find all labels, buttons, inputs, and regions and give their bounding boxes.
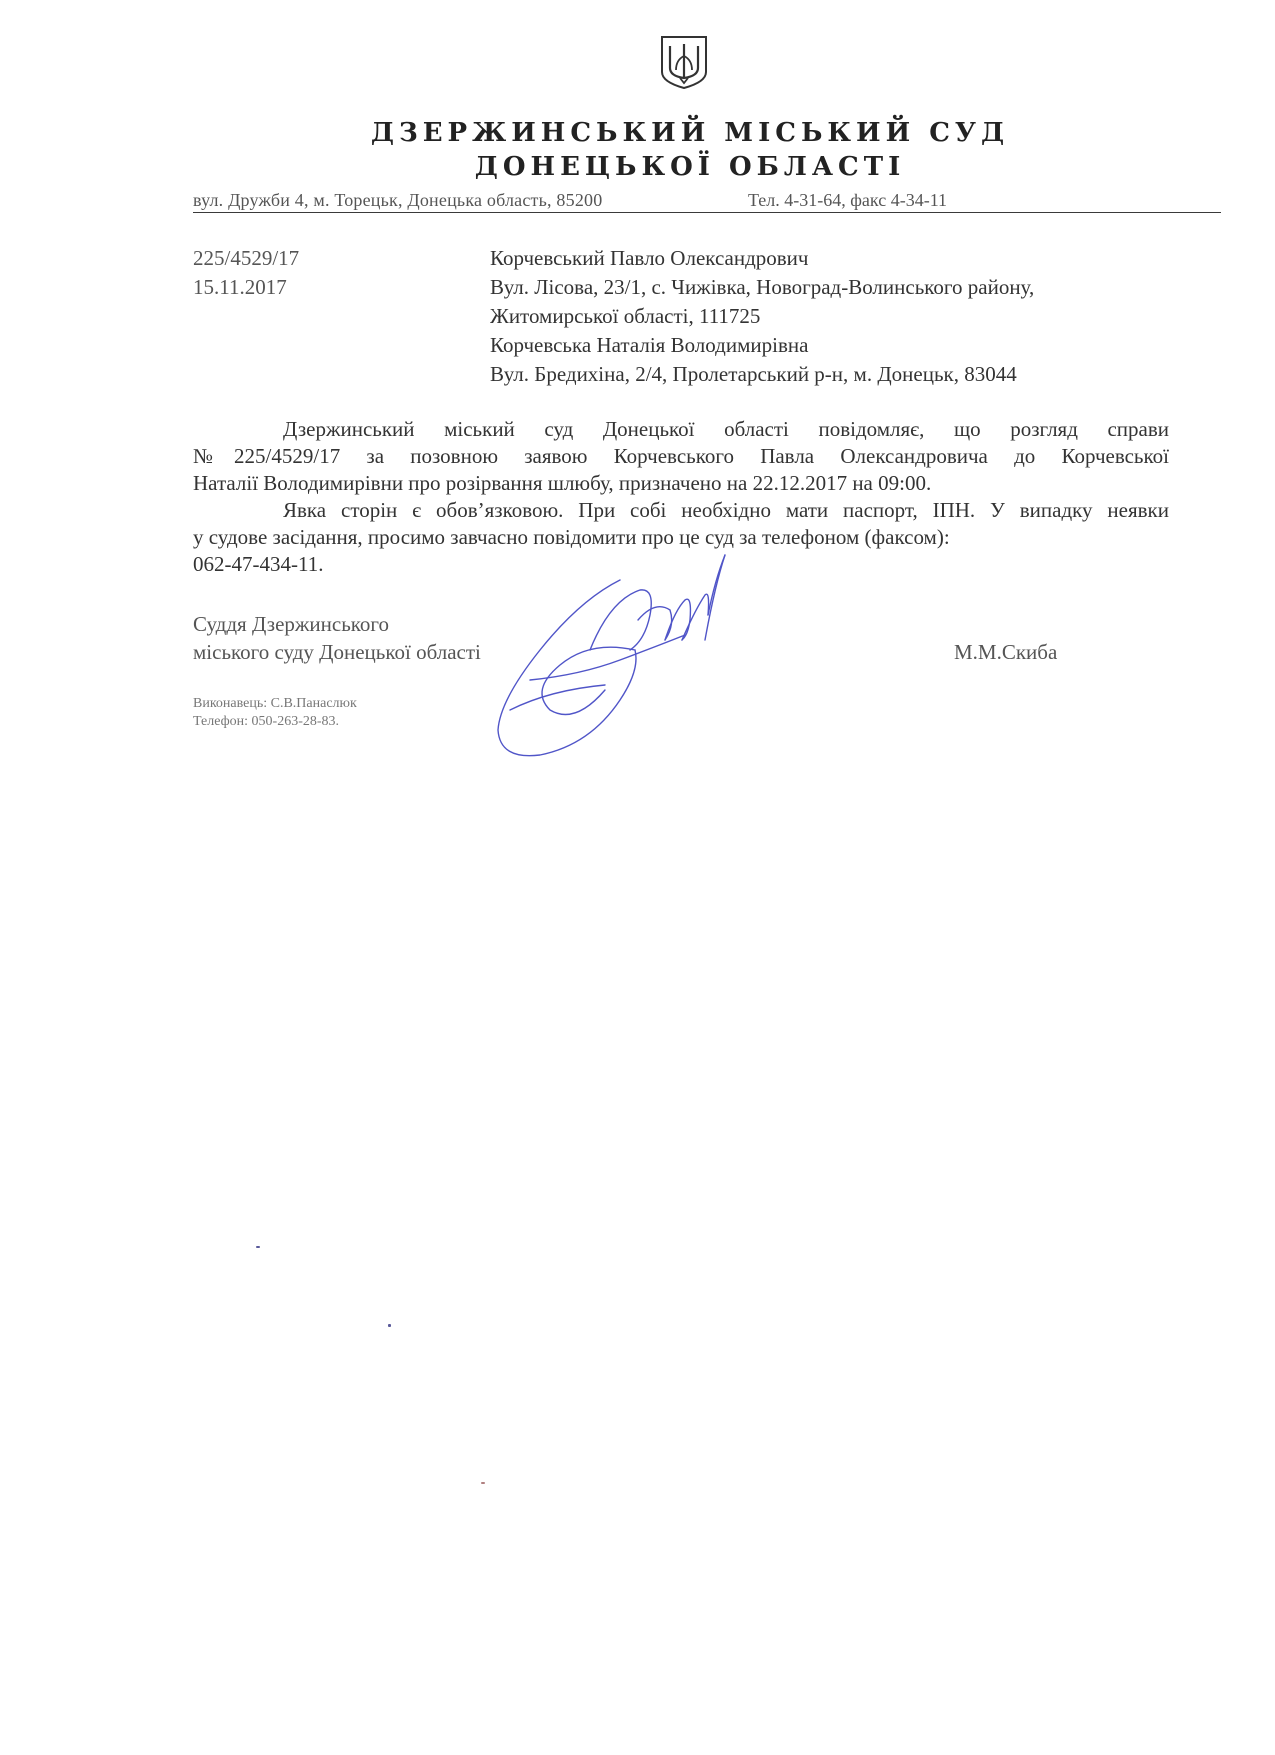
coat-of-arms-icon — [654, 34, 714, 90]
body-p2-line2: у судове засідання, просимо завчасно повідомити про це суд за телефоном (факсом): — [193, 525, 950, 549]
court-name-line2: ДОНЕЦЬКОЇ ОБЛАСТІ — [474, 152, 906, 182]
executor-phone: Телефон: 050-263-28-83. — [193, 714, 340, 729]
recipient-1-address: Вул. Лісова, 23/1, с. Чижівка, Новоград-Волинського району, — [490, 275, 1035, 299]
header-divider — [193, 212, 1221, 213]
case-number: 225/4529/17 — [193, 246, 300, 270]
body-p2-line1: Явка сторін є обов’язковою. При собі необхідно мати паспорт, ІПН. У випадку неявки — [283, 498, 1169, 522]
scan-speck — [256, 1246, 260, 1248]
body-p2-line3: 062-47-434-11. — [193, 552, 324, 576]
court-address: вул. Дружби 4, м. Торецьк, Донецька область, 85200 — [193, 190, 603, 210]
handwritten-signature — [470, 540, 770, 770]
court-name-line1: ДЗЕРЖИНСЬКИЙ МІСЬКИЙ СУД — [370, 118, 1010, 148]
executor: Виконавець: С.В.Панаслюк — [193, 696, 357, 711]
judge-title-line2: міського суду Донецької області — [193, 640, 481, 664]
letter-date: 15.11.2017 — [193, 275, 287, 299]
recipient-1-region: Житомирської області, 111725 — [490, 304, 761, 328]
scan-speck — [388, 1324, 391, 1327]
judge-name: М.М.Скиба — [954, 640, 1058, 664]
recipient-2-address: Вул. Бредихіна, 2/4, Пролетарський р-н, м. Донецьк, 83044 — [490, 362, 1017, 386]
body-p1-line1: Дзержинський міський суд Донецької області повідомляє, що розгляд справи — [283, 417, 1169, 441]
recipient-2-name: Корчевська Наталія Володимирівна — [490, 333, 809, 357]
court-phone-fax: Тел. 4-31-64, факс 4-34-11 — [748, 190, 948, 210]
scan-speck — [481, 1482, 485, 1484]
body-p1-line2: №225/4529/17 за позовною заявою Корчевського Павла Олександровича до Корчевської — [193, 444, 1169, 468]
recipient-1-name: Корчевський Павло Олександрович — [490, 246, 809, 270]
judge-title-line1: Суддя Дзержинського — [193, 612, 390, 636]
body-p1-line3: Наталії Володимирівни про розірвання шлюбу, призначено на 22.12.2017 на 09:00. — [193, 471, 932, 495]
